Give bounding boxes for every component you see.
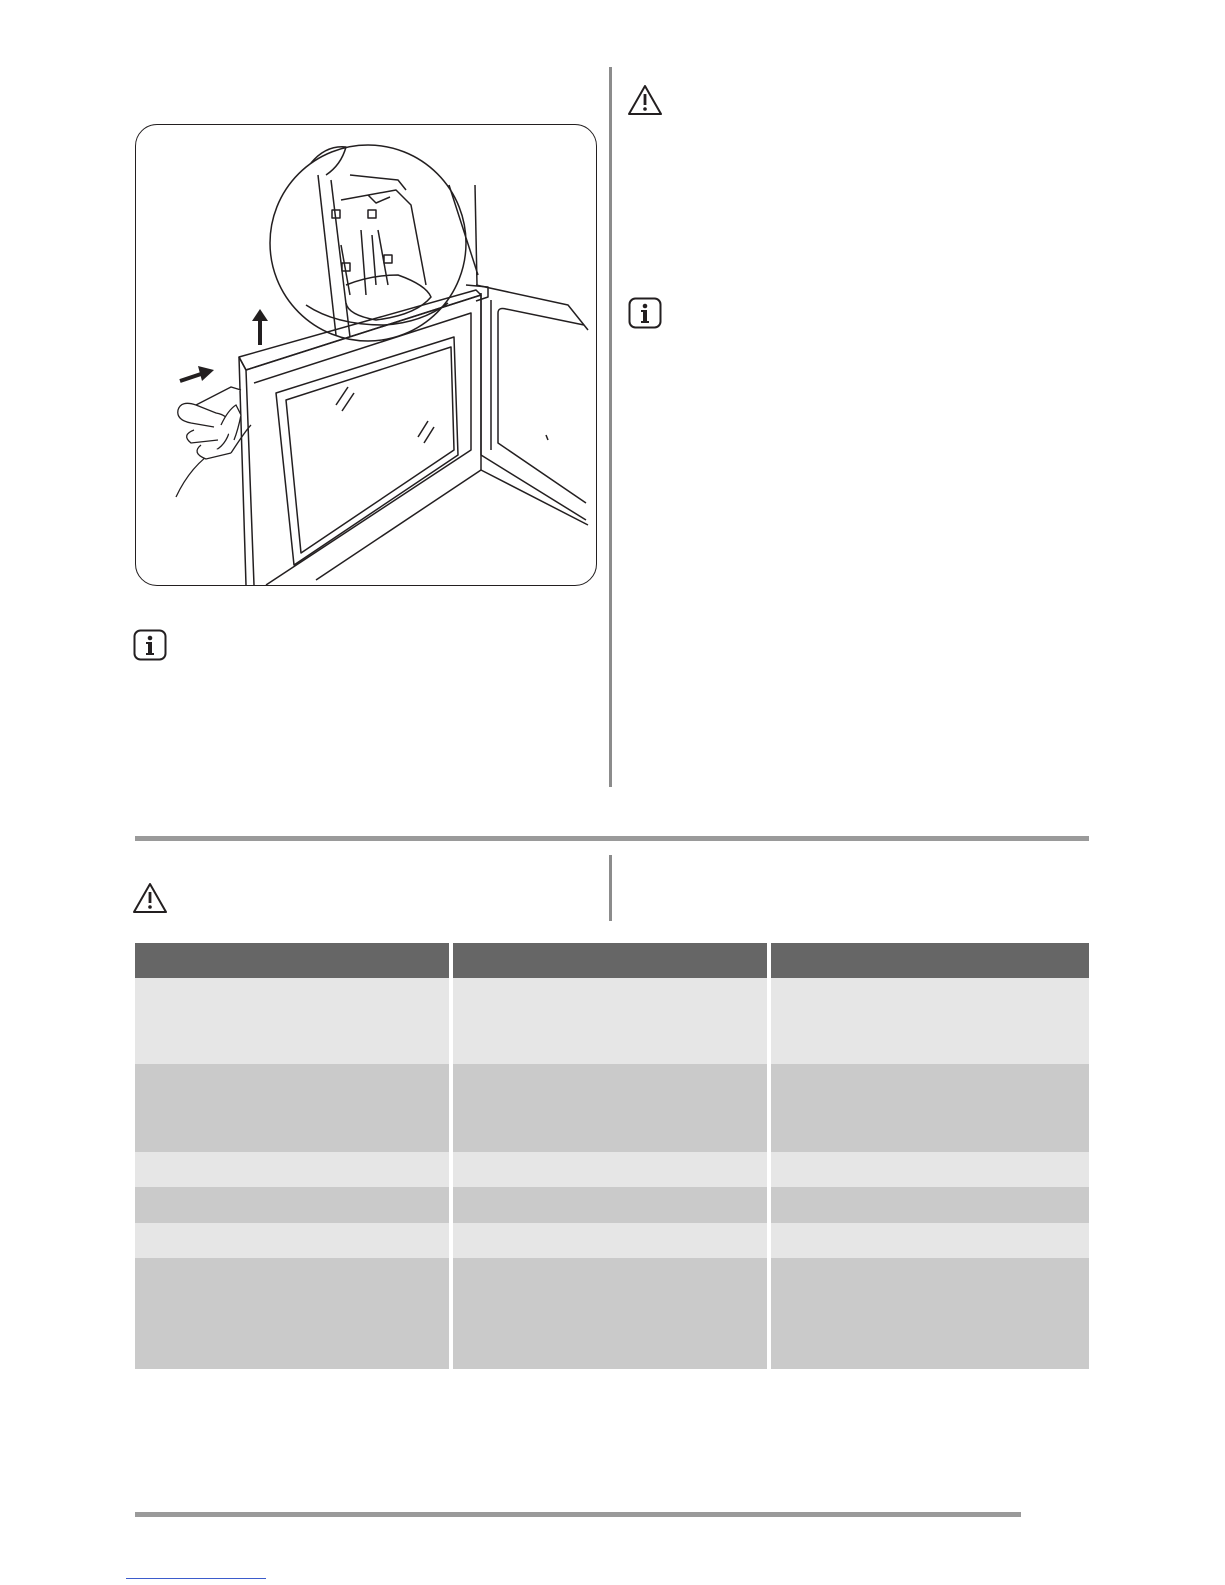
table-cell: [135, 1152, 453, 1187]
footer-rule: [135, 1512, 1021, 1517]
table-row: [135, 978, 1089, 1064]
table-cell: [135, 1064, 453, 1152]
warning-triangle-icon: [132, 882, 168, 914]
table-cell: [771, 1223, 1089, 1258]
table-row: [135, 1223, 1089, 1258]
table-cell: [771, 1064, 1089, 1152]
table-cell: [771, 1152, 1089, 1187]
table-cell: [135, 1258, 453, 1369]
troubleshooting-table: [135, 943, 1089, 1369]
table-cell: [453, 1258, 771, 1369]
table-row: [135, 1187, 1089, 1223]
table-cell: [135, 978, 453, 1064]
table-row: [135, 1258, 1089, 1369]
table-cell: [453, 1152, 771, 1187]
table-header-cell: [771, 943, 1089, 978]
info-icon: [133, 629, 167, 661]
table-cell: [453, 978, 771, 1064]
table-header-row: [135, 943, 1089, 978]
info-icon: [628, 297, 662, 329]
table-cell: [135, 1223, 453, 1258]
table-cell: [135, 1187, 453, 1223]
arrow-up-icon: [252, 309, 268, 345]
table-cell: [771, 1258, 1089, 1369]
column-divider: [609, 855, 612, 921]
column-divider: [609, 67, 612, 787]
table-cell: [453, 1064, 771, 1152]
table-row: [135, 1064, 1089, 1152]
oven-door-drawing: [136, 125, 597, 586]
table-cell: [771, 978, 1089, 1064]
table-cell: [453, 1187, 771, 1223]
section-rule: [135, 836, 1089, 841]
table-cell: [453, 1223, 771, 1258]
arrow-push-icon: [180, 366, 214, 381]
door-removal-illustration: [135, 124, 597, 586]
table-cell: [771, 1187, 1089, 1223]
table-header-cell: [453, 943, 771, 978]
footer-link[interactable]: [126, 1578, 266, 1579]
table-row: [135, 1152, 1089, 1187]
warning-triangle-icon: [627, 84, 663, 116]
table-header-cell: [135, 943, 453, 978]
